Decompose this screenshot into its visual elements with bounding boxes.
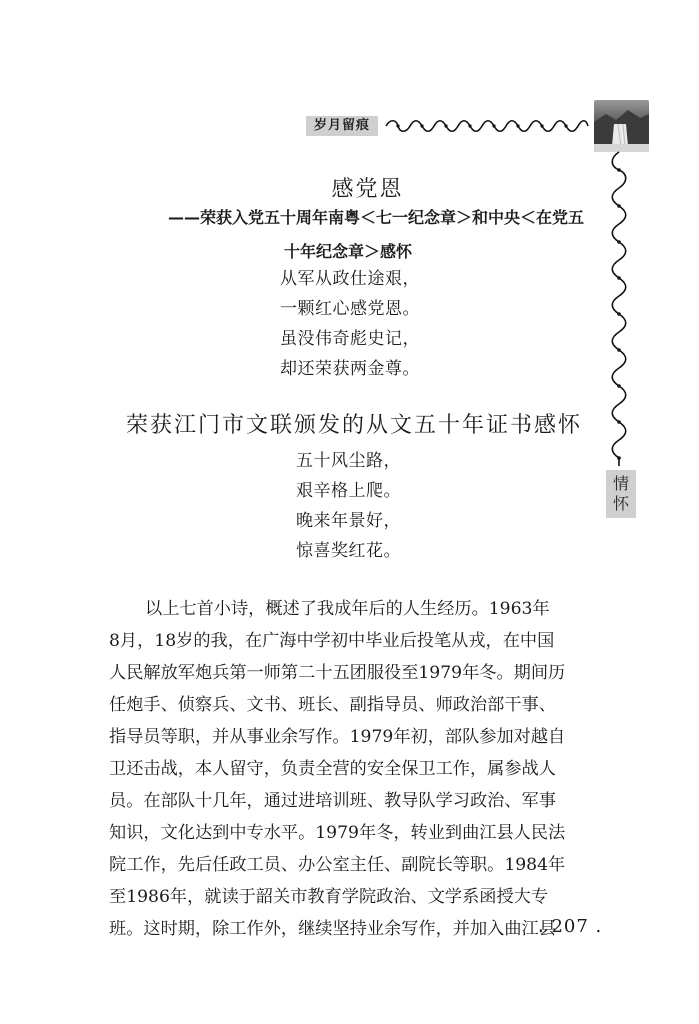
prose-line: 员。在部队十几年，通过进培训班、教导队学习政治、军事	[109, 791, 556, 811]
prose-paragraph	[109, 593, 599, 945]
prose-line: 任炮手、侦察兵、文书、班长、副指导员、师政治部干事、	[109, 695, 556, 715]
prose-line: 知识，文化达到中专水平。1979年冬，转业到曲江县人民法	[109, 823, 566, 843]
poem-line: 五十风尘路，	[296, 451, 401, 471]
poem-line: 艰辛格上爬。	[296, 481, 401, 501]
page-number: . 207 .	[538, 916, 603, 937]
poem-title: 荣获江门市文联颁发的从文五十年证书感怀	[126, 413, 583, 438]
section-label: 岁月留痕	[306, 116, 378, 136]
poem-body	[280, 264, 420, 384]
prose-line: 8月，18岁的我，在广海中学初中毕业后投笔从戎，在中国	[109, 631, 555, 651]
chapter-tab-char: 情	[612, 474, 629, 493]
poem-body	[296, 446, 401, 566]
prose-line: 院工作，先后任政工员、办公室主任、副院长等职。1984年	[109, 855, 566, 875]
prose-line: 班。这时期，除工作外，继续坚持业余写作，并加入曲江县	[109, 919, 556, 939]
poem-line: 一颗红心感党恩。	[280, 299, 420, 319]
poem-line: 虽没伟奇彪史记，	[280, 329, 420, 349]
prose-line: 卫还击战，本人留守，负责全营的安全保卫工作，属参战人	[109, 759, 556, 779]
prose-line: 指导员等职，并从事业余写作。1979年初，部队参加对越自	[109, 727, 566, 747]
prose-line: 人民解放军炮兵第一师第二十五团服役至1979年冬。期间历	[109, 663, 566, 683]
poem-line: 从军从政仕途艰，	[280, 269, 420, 289]
prose-line: 至1986年，就读于韶关市教育学院政治、文学系函授大专	[109, 887, 549, 907]
poem-subtitle: ——荣获入党五十周年南粤＜七一纪念章＞和中央＜在党五	[168, 208, 585, 227]
waterfall-photo	[594, 100, 649, 152]
poem-line: 惊喜奖红花。	[296, 541, 401, 561]
prose-line	[109, 593, 599, 625]
prose-line-text: 以上七首小诗，概述了我成年后的人生经历。1963年	[145, 599, 550, 619]
ornament-border-horizontal	[382, 118, 590, 134]
chapter-tab-char: 怀	[612, 494, 629, 513]
chapter-tab	[606, 470, 636, 518]
poem-line: 却还荣获两金尊。	[280, 359, 420, 379]
poem-subtitle: 十年纪念章＞感怀	[284, 242, 413, 261]
poem-title: 感党恩	[331, 177, 404, 202]
poem-line: 晚来年景好，	[296, 511, 401, 531]
